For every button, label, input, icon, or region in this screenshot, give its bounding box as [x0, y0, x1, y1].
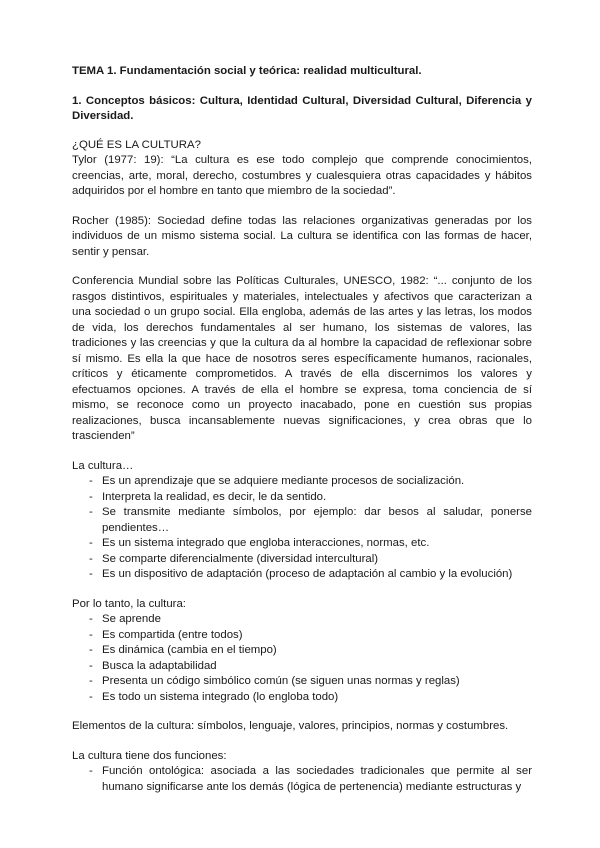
- page-title: TEMA 1. Fundamentación social y teórica: realidad multicultural.: [72, 65, 422, 77]
- question-heading: ¿QUÉ ES LA CULTURA?: [72, 138, 201, 151]
- functions-list: [72, 764, 532, 795]
- dash-bullet: -: [89, 628, 93, 641]
- dash-bullet: -: [89, 675, 93, 687]
- list-item-text: Es un aprendizaje que se adquiere mediante procesos de socialización.: [102, 475, 465, 487]
- list-item: [72, 690, 532, 706]
- list-item-text: Se comparte diferencialmente (diversidad intercultural): [102, 552, 379, 565]
- list-item-text: Es un dispositivo de adaptación (proceso de adaptación al cambio y la evolución): [102, 568, 513, 580]
- rocher-paragraph: Rocher (1985): Sociedad define todas las relaciones organizativas generadas por los individuos de un mismo sistema social. La cultura se identifica con las formas de hacer, sentir y pensar.: [72, 214, 532, 258]
- list-item: [72, 552, 532, 568]
- culture-summary-list: [72, 612, 532, 705]
- dash-bullet: -: [89, 537, 93, 549]
- list-item-text: Presenta un código simbólico común (se siguen unas normas y reglas): [102, 675, 460, 687]
- list-item-text: Es compartida (entre todos): [102, 628, 243, 641]
- list-item-text: Se aprende: [102, 613, 161, 625]
- dash-bullet: -: [89, 552, 93, 565]
- list-item: [72, 505, 532, 536]
- list-item: [72, 474, 532, 490]
- dash-bullet: -: [89, 765, 93, 777]
- dash-bullet: -: [89, 659, 93, 672]
- list-item-text: Función ontológica: asociada a las sociedades tradicionales que permite al ser humano significarse ante los demás (lógica de pertenencia) mediante estructuras y: [102, 765, 532, 793]
- list1-intro: La cultura…: [72, 459, 134, 472]
- dash-bullet: -: [89, 568, 93, 580]
- list-item: [72, 612, 532, 628]
- list-item-text: Es todo un sistema integrado (lo engloba todo): [102, 690, 339, 703]
- dash-bullet: -: [89, 506, 93, 518]
- list-item-text: Interpreta la realidad, es decir, le da sentido.: [102, 490, 327, 503]
- section-heading: 1. Conceptos básicos: Cultura, Identidad Cultural, Diversidad Cultural, Diferencia y Diversidad.: [72, 94, 532, 122]
- functions-intro: La cultura tiene dos funciones:: [72, 749, 227, 762]
- tylor-quote: Tylor (1977: 19): “La cultura es ese todo complejo que comprende conocimientos, creencias, arte, moral, derecho, costumbres y cualesquiera otras capacidades y hábitos adquiridos por el hombre en tanto que miembro de la sociedad”.: [72, 154, 532, 197]
- elements-paragraph: Elementos de la cultura: símbolos, lenguaje, valores, principios, normas y costumbres.: [72, 720, 509, 732]
- list-item: [72, 643, 532, 659]
- culture-traits-list: [72, 474, 532, 583]
- dash-bullet: -: [89, 490, 93, 503]
- list-item: [72, 674, 532, 690]
- dash-bullet: -: [89, 644, 93, 656]
- list-item: [72, 659, 532, 675]
- list-item-text: Busca la adaptabilidad: [102, 659, 217, 672]
- list-item: [72, 567, 532, 583]
- list2-intro: Por lo tanto, la cultura:: [72, 597, 186, 610]
- list-item-text: Se transmite mediante símbolos, por ejemplo: dar besos al saludar, ponerse pendientes…: [102, 506, 532, 534]
- list-item: [72, 490, 532, 506]
- dash-bullet: -: [89, 690, 93, 703]
- list-item: [72, 536, 532, 552]
- unesco-quote: Conferencia Mundial sobre las Políticas Culturales, UNESCO, 1982: “... conjunto de los rasgos distintivos, espirituales y materiales, intelectuales y afectivos que caracterizan a una sociedad o un grupo social. Ella engloba, además de las artes y las letras, los modos de vida, los derechos fundamentales al ser humano, los sistemas de valores, las tradiciones y las creencias y que la cultura da al hombre la capacidad de reflexionar sobre sí mismo. Es ella la que hace de nosotros seres específicamente humanos, racionales, críticos y éticamente comprometidos. A través de ella discernimos los valores y efectuamos opciones. A través de ella el hombre se expresa, toma conciencia de sí mismo, se reconoce como un proyecto inacabado, pone en cuestión sus propias realizaciones, busca incansablemente nuevas significaciones, y crea obras que lo trascienden”: [72, 275, 532, 442]
- document-page: [72, 64, 532, 795]
- list-item-text: Es dinámica (cambia en el tiempo): [102, 644, 277, 656]
- dash-bullet: -: [89, 475, 93, 487]
- list-item: [72, 764, 532, 795]
- dash-bullet: -: [89, 613, 93, 625]
- list-item-text: Es un sistema integrado que engloba interacciones, normas, etc.: [102, 537, 430, 549]
- list-item: [72, 628, 532, 644]
